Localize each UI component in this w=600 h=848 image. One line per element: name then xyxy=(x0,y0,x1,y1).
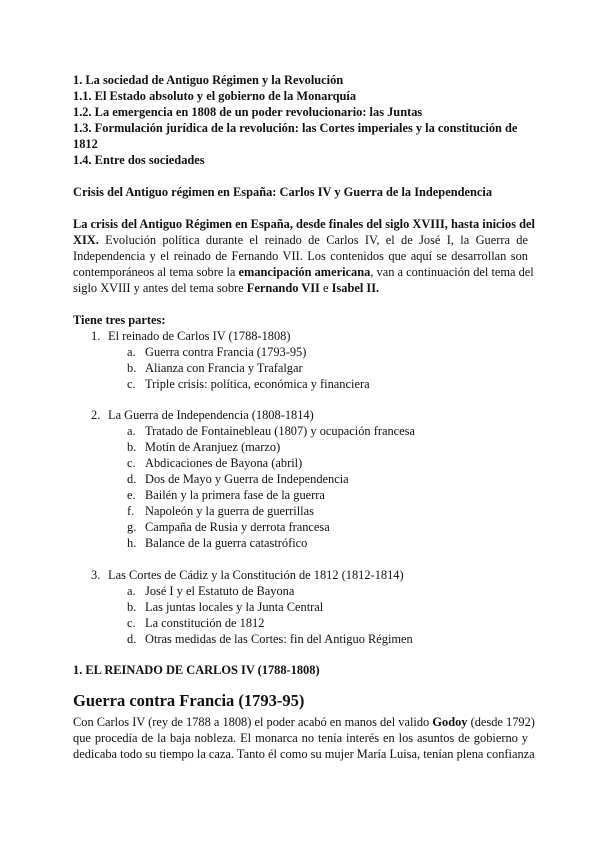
body-line-1: Con Carlos IV (rey de 1788 a 1808) el poder acabó en manos del valido Godoy (desde 1792) xyxy=(73,715,535,729)
part-2-item-d: Dos de Mayo y Guerra de Independencia xyxy=(145,472,349,486)
part-2-item-e: Bailén y la primera fase de la guerra xyxy=(145,488,325,502)
toc-line-3: 1.2. La emergencia en 1808 de un poder revolucionario: las Juntas xyxy=(73,105,423,119)
toc-line-4: 1.3. Formulación jurídica de la revolución: las Cortes imperiales y la constitución de xyxy=(73,121,518,135)
part-3-title: Las Cortes de Cádiz y la Constitución de 1812 (1812-1814) xyxy=(108,568,404,582)
part-1-item-c-letter: c. xyxy=(127,377,136,391)
part-1-item-c: Triple crisis: política, económica y financiera xyxy=(145,377,370,391)
toc-line-2: 1.1. El Estado absoluto y el gobierno de la Monarquía xyxy=(73,89,357,103)
part-1-item-a-letter: a. xyxy=(127,345,136,359)
part-1-item-a: Guerra contra Francia (1793-95) xyxy=(145,345,307,359)
part-2-item-h: Balance de la guerra catastrófico xyxy=(145,536,308,550)
section-title: Crisis del Antiguo régimen en España: Carlos IV y Guerra de la Independencia xyxy=(73,185,493,199)
toc-line-6: 1.4. Entre dos sociedades xyxy=(73,153,205,167)
parts-heading: Tiene tres partes: xyxy=(73,313,166,327)
intro-line-1: La crisis del Antiguo Régimen en España, desde finales del siglo XVIII, hasta inicios del xyxy=(73,217,535,231)
toc-line-1: 1. La sociedad de Antiguo Régimen y la Revolución xyxy=(73,73,344,87)
part-1-item-b: Alianza con Francia y Trafalgar xyxy=(145,361,303,375)
part-1-title: El reinado de Carlos IV (1788-1808) xyxy=(108,329,291,343)
toc-line-5: 1812 xyxy=(73,137,98,151)
part-2-item-a-letter: a. xyxy=(127,424,136,438)
part-3-item-d: Otras medidas de las Cortes: fin del Antiguo Régimen xyxy=(145,632,413,646)
part-2-item-e-letter: e. xyxy=(127,488,136,502)
part-2-item-c-letter: c. xyxy=(127,456,136,470)
part-2-item-f: Napoleón y la guerra de guerrillas xyxy=(145,504,314,518)
part-2-item-h-letter: h. xyxy=(127,536,137,550)
part-3-item-c: La constitución de 1812 xyxy=(145,616,265,630)
part-2-item-b: Motín de Aranjuez (marzo) xyxy=(145,440,281,454)
intro-line-5: siglo XVIII y antes del tema sobre Fernando VII e Isabel II. xyxy=(73,281,380,295)
part-2-item-g: Campaña de Rusia y derrota francesa xyxy=(145,520,330,534)
part-3-item-c-letter: c. xyxy=(127,616,136,630)
part-3-item-a: José I y el Estatuto de Bayona xyxy=(145,584,295,598)
part-3-item-b: Las juntas locales y la Junta Central xyxy=(145,600,324,614)
part-2-item-g-letter: g. xyxy=(127,520,137,534)
body-line-3: dedicaba todo su tiempo la caza. Tanto él como su mujer María Luisa, tenían plena confianza xyxy=(73,747,535,761)
chapter-heading: 1. EL REINADO DE CARLOS IV (1788-1808) xyxy=(73,663,320,677)
part-3-item-a-letter: a. xyxy=(127,584,136,598)
intro-line-2: XIX. Evolución política durante el reinado de Carlos IV, el de José I, la Guerra de xyxy=(73,233,528,247)
part-2-item-d-letter: d. xyxy=(127,472,137,486)
part-2-number: 2. xyxy=(91,408,101,422)
part-1-number: 1. xyxy=(91,329,101,343)
part-3-item-d-letter: d. xyxy=(127,632,137,646)
part-2-item-f-letter: f. xyxy=(127,504,135,518)
part-1-item-b-letter: b. xyxy=(127,361,137,375)
part-2-title: La Guerra de Independencia (1808-1814) xyxy=(108,408,314,422)
intro-line-4: contemporáneos al tema sobre la emancipación americana, van a continuación del tema del xyxy=(73,265,534,279)
intro-line-3: Independencia y el reinado de Fernando VII. Los contenidos que aquí se desarrollan son xyxy=(73,249,528,263)
intro-paragraph xyxy=(73,216,535,296)
body-line-2: que procedía de la baja nobleza. El monarca no tenía interés en los asuntos de gobierno y xyxy=(73,731,528,745)
part-3-number: 3. xyxy=(91,568,101,582)
subheading: Guerra contra Francia (1793-95) xyxy=(73,691,305,710)
part-2-item-a: Tratado de Fontainebleau (1807) y ocupación francesa xyxy=(145,424,415,438)
part-2-item-b-letter: b. xyxy=(127,440,137,454)
body-paragraph xyxy=(73,714,535,762)
part-3-item-b-letter: b. xyxy=(127,600,137,614)
part-2-item-c: Abdicaciones de Bayona (abril) xyxy=(145,456,303,470)
